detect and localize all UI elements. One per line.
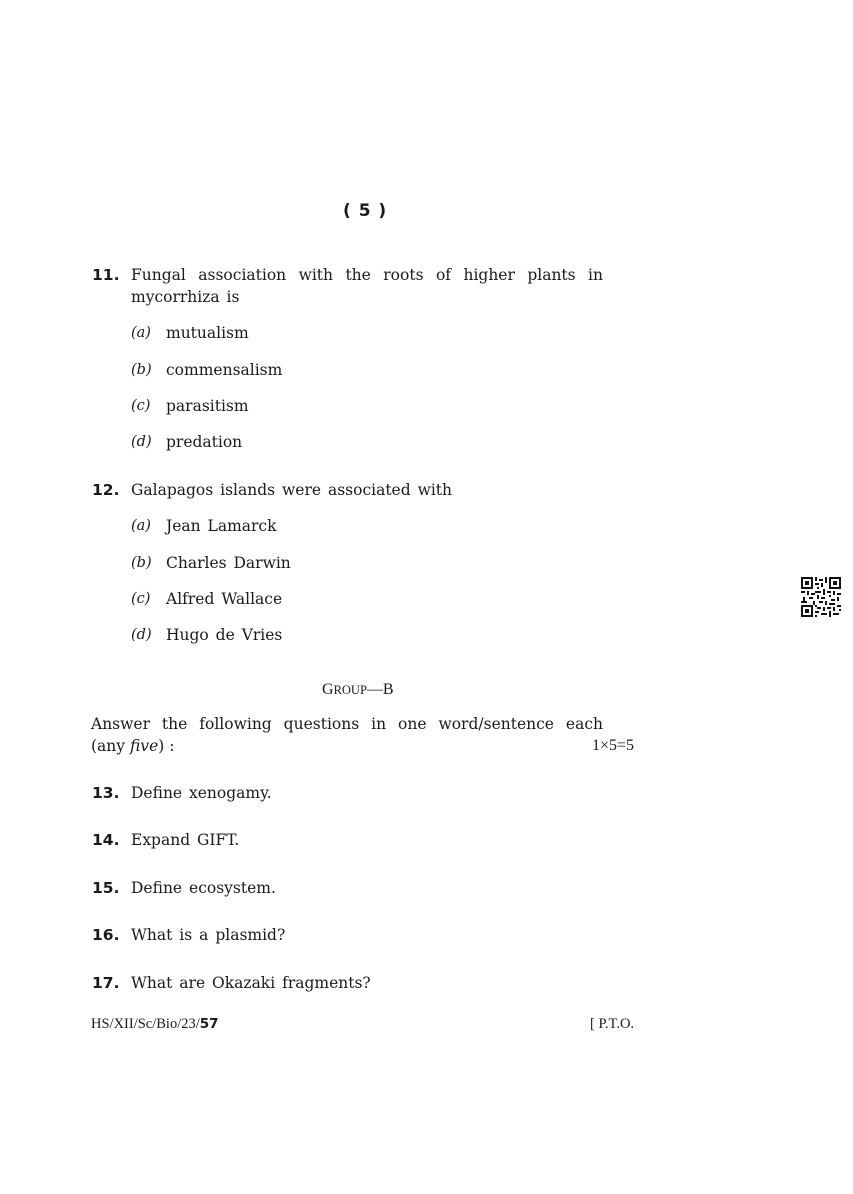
option-letter: (c) <box>131 591 151 607</box>
question-number: 14. <box>92 831 120 849</box>
instructions-scope <box>91 737 174 755</box>
paper-code <box>91 1016 219 1033</box>
group-heading <box>322 681 394 699</box>
paper-code-prefix: HS/XII/Sc/Bio/23/ <box>91 1016 200 1032</box>
group-heading-suffix: —B <box>366 681 394 698</box>
marks-allocation: 1×5=5 <box>592 737 635 754</box>
question-text: What are Okazaki fragments? <box>131 974 371 992</box>
pto-note: [ P.T.O. <box>590 1016 635 1032</box>
option-letter: (a) <box>131 518 151 534</box>
option-letter: (b) <box>131 555 152 571</box>
option-letter: (d) <box>131 434 152 450</box>
question-number: 12. <box>92 481 120 499</box>
question-text: Expand GIFT. <box>131 831 240 849</box>
group-heading-initial: G <box>322 681 334 698</box>
option-text: mutualism <box>166 324 249 342</box>
option-letter: (b) <box>131 362 152 378</box>
group-heading-smallcaps: ROUP <box>333 683 367 697</box>
option-text: Jean Lamarck <box>166 517 277 535</box>
option-text: parasitism <box>166 397 249 415</box>
question-number: 16. <box>92 926 120 944</box>
option-letter: (d) <box>131 627 152 643</box>
question-text: Define ecosystem. <box>131 879 276 897</box>
question-text: Fungal association with the roots of higher plants in <box>131 266 603 284</box>
instructions-line: Answer the following questions in one word/sentence each <box>91 715 603 733</box>
question-number: 17. <box>92 974 120 992</box>
question-number: 15. <box>92 879 120 897</box>
question-text: Define xenogamy. <box>131 784 272 802</box>
question-text-continued: mycorrhiza is <box>131 288 240 306</box>
qr-code <box>801 577 841 617</box>
option-letter: (c) <box>131 398 151 414</box>
option-letter: (a) <box>131 325 151 341</box>
question-text: What is a plasmid? <box>131 926 286 944</box>
page-number: ( 5 ) <box>343 201 388 221</box>
option-text: Alfred Wallace <box>166 590 283 608</box>
option-text: Charles Darwin <box>166 554 291 572</box>
instructions-italic: five <box>129 737 159 755</box>
instructions-suffix: ) : <box>158 737 175 755</box>
paper-code-number: 57 <box>199 1016 219 1032</box>
option-text: commensalism <box>166 361 283 379</box>
option-text: predation <box>166 433 243 451</box>
question-text: Galapagos islands were associated with <box>131 481 453 499</box>
instructions-prefix: (any <box>91 737 130 755</box>
option-text: Hugo de Vries <box>166 626 283 644</box>
question-number: 11. <box>92 266 120 284</box>
question-number: 13. <box>92 784 120 802</box>
